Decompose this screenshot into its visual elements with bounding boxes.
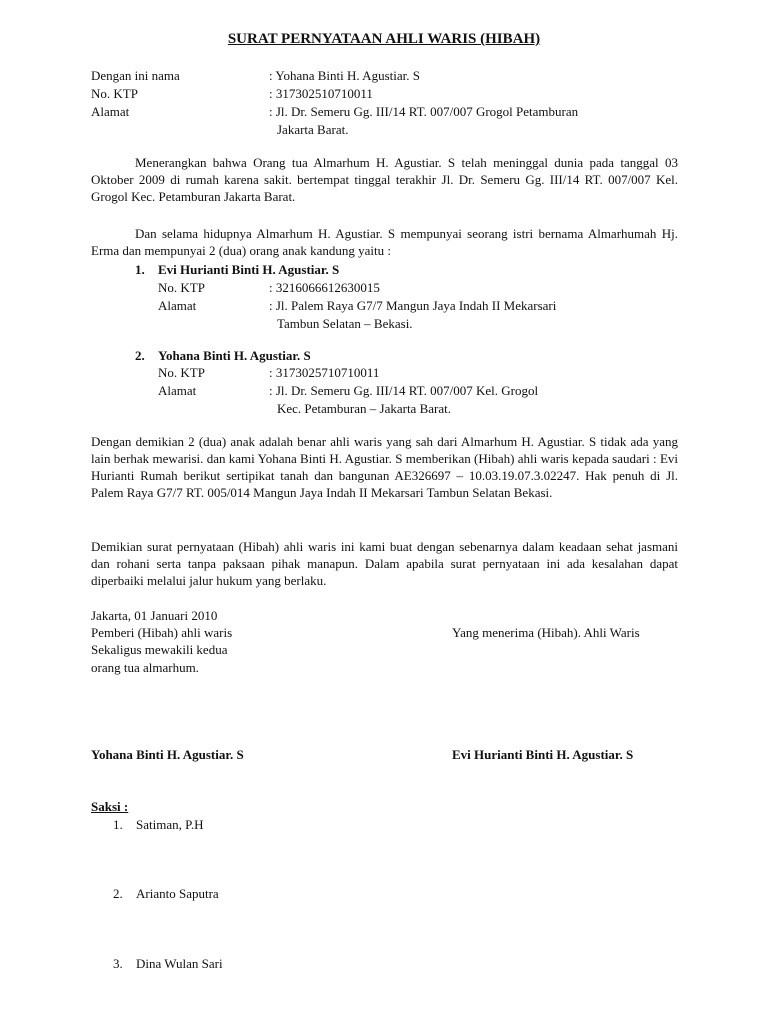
paragraph-family-statement: Dan selama hidupnya Almarhum H. Agustiar. S mempunyai seorang istri bernama Almarhumah Hj. Erma dan mempunyai 2 (dua) orang anak kandung yaitu : bbox=[91, 226, 678, 258]
document-title: SURAT PERNYATAAN AHLI WARIS (HIBAH) bbox=[227, 31, 541, 47]
child-address-line2: Kec. Petamburan – Jakarta Barat. bbox=[277, 401, 451, 416]
witness-number: 2. bbox=[113, 886, 123, 901]
child-name: Yohana Binti H. Agustiar. S bbox=[158, 348, 311, 363]
witness-number: 3. bbox=[113, 956, 123, 971]
child-ktp-label: No. KTP bbox=[158, 365, 205, 380]
paragraph-closing: Demikian surat pernyataan (Hibah) ahli waris ini kami buat dengan sebenarnya dalam keadaan sehat jasmani dan rohani serta tanpa paksaan pihak manapun. Dalam apabila surat pernyataan ini ada kesalahan dapat diperbaiki melalui jalur hukum yang berlaku. bbox=[91, 539, 678, 588]
receiver-label: Yang menerima (Hibah). Ahli Waris bbox=[452, 625, 640, 640]
declarant-address-line2: Jakarta Barat. bbox=[277, 122, 349, 137]
child-address-line1: : Jl. Dr. Semeru Gg. III/14 RT. 007/007 Kel. Grogol bbox=[269, 383, 539, 398]
receiver-signature-name: Evi Hurianti Binti H. Agustiar. S bbox=[452, 747, 634, 762]
child-name: Evi Hurianti Binti H. Agustiar. S bbox=[158, 262, 340, 277]
place-date: Jakarta, 01 Januari 2010 bbox=[91, 608, 218, 623]
child-number: 2. bbox=[135, 348, 145, 363]
declarant-ktp-label: No. KTP bbox=[91, 86, 138, 101]
giver-label-line1: Pemberi (Hibah) ahli waris bbox=[91, 625, 233, 640]
child-address-label: Alamat bbox=[158, 298, 197, 313]
declarant-ktp-value: : 317302510710011 bbox=[269, 86, 373, 101]
giver-label-line3: orang tua almarhum. bbox=[91, 660, 199, 675]
child-address-line2: Tambun Selatan – Bekasi. bbox=[277, 316, 413, 331]
witness-name: Satiman, P.H bbox=[136, 817, 204, 832]
declarant-name-value: : Yohana Binti H. Agustiar. S bbox=[269, 68, 420, 83]
witness-name: Arianto Saputra bbox=[136, 886, 219, 901]
child-ktp-value: : 3173025710710011 bbox=[269, 365, 380, 380]
giver-label-line2: Sekaligus mewakili kedua bbox=[91, 642, 228, 657]
declarant-address-label: Alamat bbox=[91, 104, 130, 119]
child-ktp-value: : 3216066612630015 bbox=[269, 280, 380, 295]
child-number: 1. bbox=[135, 262, 145, 277]
declarant-address-line1: : Jl. Dr. Semeru Gg. III/14 RT. 007/007 Grogol Petamburan bbox=[269, 104, 579, 119]
giver-signature-name: Yohana Binti H. Agustiar. S bbox=[91, 747, 244, 762]
witness-number: 1. bbox=[113, 817, 123, 832]
witnesses-heading: Saksi : bbox=[91, 799, 129, 814]
declarant-name-label: Dengan ini nama bbox=[91, 68, 180, 83]
witness-name: Dina Wulan Sari bbox=[136, 956, 223, 971]
child-address-line1: : Jl. Palem Raya G7/7 Mangun Jaya Indah II Mekarsari bbox=[269, 298, 557, 313]
paragraph-death-statement: Menerangkan bahwa Orang tua Almarhum H. Agustiar. S telah meninggal dunia pada tanggal 03 Oktober 2009 di rumah karena sakit. bertempat tinggal terakhir Jl. Dr. Semeru Gg. III/14 RT. 007/007 Kel. Grogol Kec. Petamburan Jakarta Barat. bbox=[91, 155, 678, 204]
child-address-label: Alamat bbox=[158, 383, 197, 398]
paragraph-heir-grant: Dengan demikian 2 (dua) anak adalah benar ahli waris yang sah dari Almarhum H. Agustiar. S tidak ada yang lain berhak mewarisi. dan kami Yohana Binti H. Agustiar. S memberikan (Hibah) ahli waris kepada saudari : Evi Hurianti Rumah berikut sertipikat tanah dan bangunan AE326697 – 10.03.19.07.3.02247. Hak penuh di Jl. Palem Raya G7/7 RT. 005/014 Mangun Jaya Indah II Mekarsari Tambun Selatan Bekasi. bbox=[91, 434, 678, 500]
child-ktp-label: No. KTP bbox=[158, 280, 205, 295]
